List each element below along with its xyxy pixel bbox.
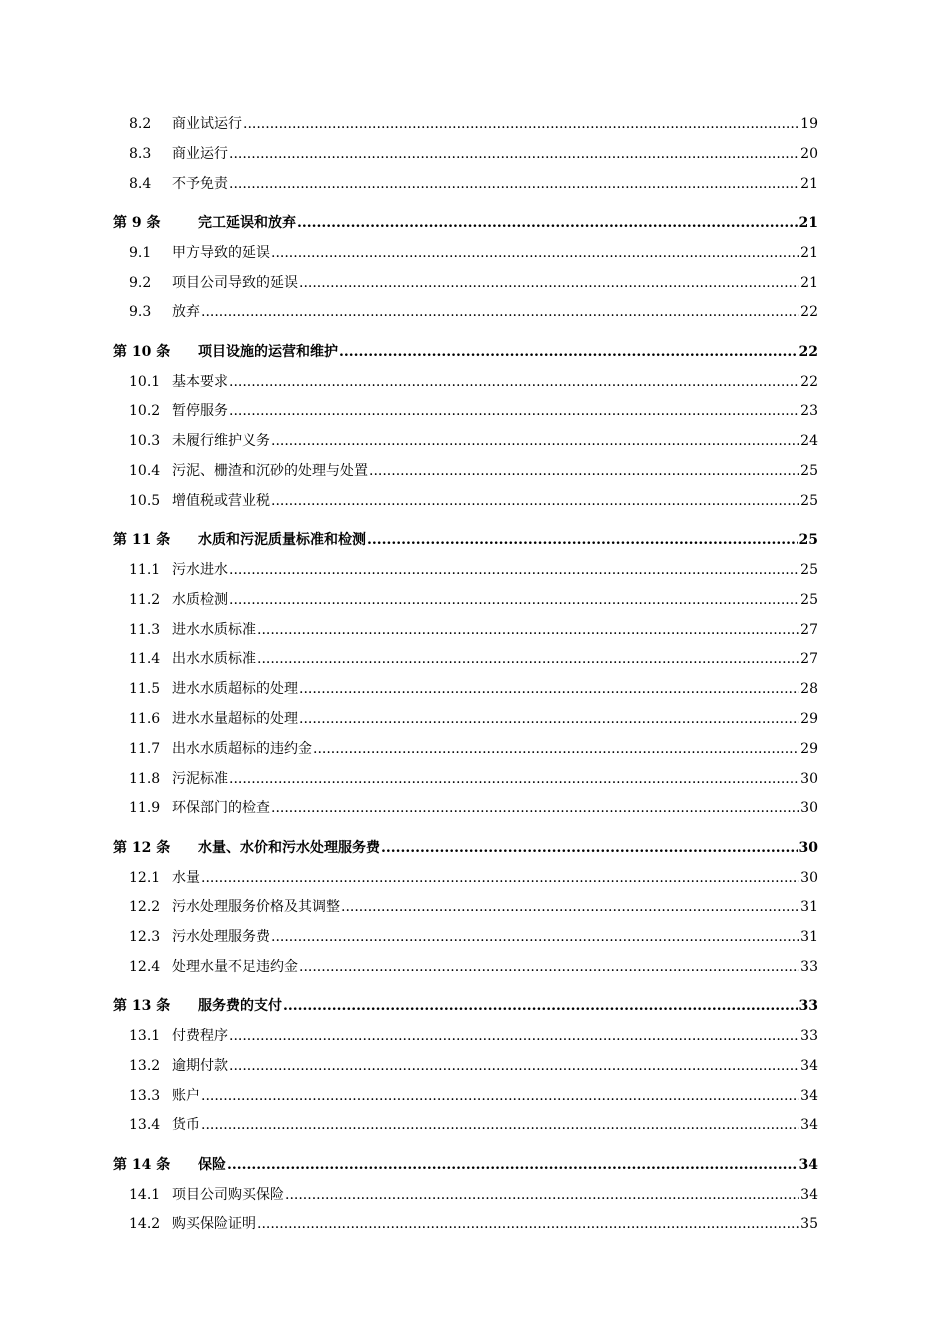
toc-entry-title: 账户	[172, 1087, 200, 1104]
toc-entry-page: 28	[800, 681, 818, 698]
toc-entry-page: 27	[800, 621, 818, 638]
toc-dot-leader	[229, 368, 799, 398]
toc-dot-leader	[299, 953, 799, 983]
toc-dot-leader	[341, 893, 799, 923]
toc-dot-leader	[271, 794, 799, 824]
toc-dot-leader	[369, 457, 799, 487]
toc-section-entry[interactable]	[113, 1082, 818, 1112]
toc-entry-title: 未履行维护义务	[172, 433, 270, 450]
toc-entry-title: 项目设施的运营和维护	[198, 343, 338, 360]
toc-section-entry[interactable]	[113, 368, 818, 398]
toc-entry-number: 10.3	[129, 433, 161, 450]
toc-entry-page: 25	[800, 591, 818, 608]
toc-entry-number: 9.3	[129, 304, 152, 321]
toc-chapter-entry[interactable]	[113, 209, 818, 239]
toc-entry-number: 第 14 条	[113, 1156, 171, 1173]
toc-entry-page: 24	[800, 433, 818, 450]
toc-section-entry[interactable]	[113, 953, 818, 983]
toc-entry-page: 31	[800, 899, 818, 916]
toc-entry-page: 30	[800, 770, 818, 787]
toc-entry-page: 30	[800, 800, 818, 817]
toc-section-entry[interactable]	[113, 765, 818, 795]
toc-entry-title: 水质和污泥质量标准和检测	[198, 532, 366, 549]
toc-entry-page: 21	[800, 175, 818, 192]
toc-section-entry[interactable]	[113, 170, 818, 200]
toc-entry-page: 34	[800, 1186, 818, 1203]
toc-entry-number: 8.2	[129, 116, 152, 132]
toc-dot-leader	[299, 269, 799, 299]
toc-entry-number: 10.2	[129, 403, 161, 420]
toc-entry-page: 33	[798, 998, 818, 1015]
toc-entry-number: 8.4	[129, 175, 152, 192]
toc-dot-leader	[257, 645, 799, 675]
toc-dot-leader	[201, 864, 799, 894]
toc-entry-number: 10.1	[129, 373, 161, 390]
toc-chapter-entry[interactable]	[113, 526, 818, 556]
toc-entry-page: 19	[800, 116, 818, 132]
toc-section-entry[interactable]	[113, 645, 818, 675]
toc-entry-number: 11.5	[129, 681, 161, 698]
toc-entry-title: 不予免责	[172, 175, 228, 192]
toc-entry-page: 25	[800, 492, 818, 509]
toc-dot-leader	[367, 526, 798, 556]
toc-section-entry[interactable]	[113, 1111, 818, 1141]
toc-entry-title: 水量、水价和污水处理服务费	[198, 839, 380, 856]
toc-entry-number: 13.1	[129, 1028, 161, 1045]
toc-dot-leader	[271, 239, 799, 269]
toc-entry-title: 环保部门的检查	[172, 800, 270, 817]
toc-entry-title: 项目公司购买保险	[172, 1186, 284, 1203]
toc-dot-leader	[229, 397, 799, 427]
toc-dot-leader	[339, 338, 798, 368]
toc-entry-title: 污泥、栅渣和沉砂的处理与处置	[172, 462, 368, 479]
toc-dot-leader	[257, 1210, 799, 1240]
toc-entry-page: 27	[800, 651, 818, 668]
toc-entry-title: 商业试运行	[172, 116, 242, 132]
toc-entry-title: 污水进水	[172, 561, 228, 578]
toc-entry-page: 34	[798, 1156, 818, 1173]
toc-section-entry[interactable]	[113, 1210, 818, 1240]
toc-entry-page: 23	[800, 403, 818, 420]
toc-entry-number: 11.9	[129, 800, 161, 817]
toc-entry-page: 25	[800, 462, 818, 479]
toc-entry-title: 进水水量超标的处理	[172, 710, 298, 727]
toc-dot-leader	[271, 487, 799, 517]
toc-dot-leader	[243, 110, 799, 140]
toc-section-entry[interactable]	[113, 298, 818, 328]
toc-chapter-entry[interactable]	[113, 992, 818, 1022]
toc-entry-title: 进水水质超标的处理	[172, 681, 298, 698]
toc-dot-leader	[283, 992, 798, 1022]
toc-dot-leader	[285, 1181, 799, 1211]
toc-entry-page: 31	[800, 929, 818, 946]
toc-entry-number: 11.2	[129, 591, 161, 608]
toc-entry-number: 第 11 条	[113, 532, 171, 549]
table-of-contents	[113, 110, 818, 1240]
toc-entry-title: 完工延误和放弃	[198, 214, 296, 231]
toc-section-entry[interactable]	[113, 923, 818, 953]
toc-entry-number: 8.3	[129, 145, 152, 162]
toc-entry-number: 12.2	[129, 899, 161, 916]
toc-entry-page: 33	[800, 958, 818, 975]
toc-section-entry[interactable]	[113, 864, 818, 894]
toc-chapter-entry[interactable]	[113, 1151, 818, 1181]
toc-entry-number: 11.7	[129, 740, 161, 757]
toc-entry-title: 放弃	[172, 304, 200, 321]
toc-entry-number: 14.1	[129, 1186, 161, 1203]
toc-entry-page: 20	[800, 145, 818, 162]
toc-entry-title: 购买保险证明	[172, 1216, 256, 1233]
toc-entry-page: 34	[800, 1117, 818, 1134]
toc-entry-title: 货币	[172, 1117, 200, 1134]
toc-entry-number: 第 9 条	[113, 214, 161, 231]
toc-dot-leader	[257, 616, 799, 646]
toc-entry-page: 33	[800, 1028, 818, 1045]
toc-entry-number: 11.1	[129, 561, 161, 578]
toc-section-entry[interactable]	[113, 675, 818, 705]
toc-section-entry[interactable]	[113, 705, 818, 735]
toc-section-entry[interactable]	[113, 397, 818, 427]
toc-section-entry[interactable]	[113, 487, 818, 517]
toc-dot-leader	[201, 1111, 799, 1141]
toc-entry-page: 22	[800, 304, 818, 321]
toc-entry-number: 13.2	[129, 1057, 161, 1074]
toc-entry-title: 基本要求	[172, 373, 228, 390]
toc-section-entry[interactable]	[113, 556, 818, 586]
toc-entry-title: 进水水质标准	[172, 621, 256, 638]
toc-dot-leader	[229, 556, 799, 586]
toc-entry-title: 增值税或营业税	[172, 492, 270, 509]
toc-entry-title: 污泥标准	[172, 770, 228, 787]
toc-entry-number: 13.3	[129, 1087, 161, 1104]
toc-entry-number: 13.4	[129, 1117, 161, 1134]
toc-entry-page: 34	[800, 1057, 818, 1074]
toc-chapter-entry[interactable]	[113, 834, 818, 864]
toc-dot-leader	[299, 705, 799, 735]
toc-dot-leader	[201, 298, 799, 328]
toc-entry-title: 保险	[198, 1156, 226, 1173]
toc-entry-number: 10.5	[129, 492, 161, 509]
toc-section-entry[interactable]	[113, 110, 818, 140]
toc-entry-title: 出水水质超标的违约金	[172, 740, 312, 757]
toc-entry-number: 12.1	[129, 869, 161, 886]
toc-chapter-entry[interactable]	[113, 338, 818, 368]
toc-dot-leader	[227, 1151, 798, 1181]
toc-entry-title: 处理水量不足违约金	[172, 958, 298, 975]
toc-section-entry[interactable]	[113, 427, 818, 457]
toc-entry-page: 29	[800, 740, 818, 757]
toc-entry-title: 商业运行	[172, 145, 228, 162]
toc-entry-title: 出水水质标准	[172, 651, 256, 668]
toc-section-entry[interactable]	[113, 616, 818, 646]
toc-section-entry[interactable]	[113, 239, 818, 269]
toc-dot-leader	[271, 427, 799, 457]
toc-entry-page: 30	[798, 839, 818, 856]
toc-entry-page: 25	[798, 532, 818, 549]
toc-dot-leader	[229, 1052, 799, 1082]
toc-entry-number: 11.4	[129, 651, 161, 668]
toc-entry-number: 11.8	[129, 770, 161, 787]
toc-dot-leader	[229, 1022, 799, 1052]
toc-entry-number: 10.4	[129, 462, 161, 479]
toc-entry-title: 污水处理服务价格及其调整	[172, 899, 340, 916]
toc-entry-number: 12.3	[129, 929, 161, 946]
toc-entry-page: 25	[800, 561, 818, 578]
toc-entry-number: 11.6	[129, 710, 161, 727]
toc-entry-number: 第 10 条	[113, 343, 171, 360]
toc-entry-page: 21	[800, 274, 818, 291]
toc-entry-title: 甲方导致的延误	[172, 244, 270, 261]
toc-entry-number: 第 13 条	[113, 998, 171, 1015]
toc-entry-page: 21	[798, 214, 818, 231]
toc-entry-title: 付费程序	[172, 1028, 228, 1045]
toc-section-entry[interactable]	[113, 1052, 818, 1082]
toc-entry-page: 22	[800, 373, 818, 390]
toc-entry-page: 30	[800, 869, 818, 886]
toc-entry-title: 暂停服务	[172, 403, 228, 420]
toc-dot-leader	[381, 834, 798, 864]
toc-entry-page: 21	[800, 244, 818, 261]
toc-dot-leader	[229, 170, 799, 200]
toc-entry-title: 水量	[172, 869, 200, 886]
toc-dot-leader	[313, 735, 799, 765]
toc-section-entry[interactable]	[113, 140, 818, 170]
toc-dot-leader	[229, 586, 799, 616]
toc-entry-page: 22	[798, 343, 818, 360]
toc-entry-title: 逾期付款	[172, 1057, 228, 1074]
toc-dot-leader	[229, 140, 799, 170]
toc-section-entry[interactable]	[113, 893, 818, 923]
toc-entry-title: 污水处理服务费	[172, 929, 270, 946]
toc-entry-page: 29	[800, 710, 818, 727]
toc-entry-title: 服务费的支付	[198, 998, 282, 1015]
toc-section-entry[interactable]	[113, 794, 818, 824]
toc-entry-number: 第 12 条	[113, 839, 171, 856]
toc-section-entry[interactable]	[113, 735, 818, 765]
toc-entry-title: 项目公司导致的延误	[172, 274, 298, 291]
toc-entry-number: 11.3	[129, 621, 161, 638]
toc-entry-title: 水质检测	[172, 591, 228, 608]
toc-entry-number: 12.4	[129, 958, 161, 975]
toc-entry-number: 9.1	[129, 244, 152, 261]
toc-dot-leader	[229, 765, 799, 795]
toc-entry-page: 34	[800, 1087, 818, 1104]
toc-entry-number: 14.2	[129, 1216, 161, 1233]
toc-dot-leader	[271, 923, 799, 953]
toc-section-entry[interactable]	[113, 1022, 818, 1052]
toc-section-entry[interactable]	[113, 457, 818, 487]
toc-dot-leader	[201, 1082, 799, 1112]
toc-dot-leader	[299, 675, 799, 705]
toc-dot-leader	[297, 209, 798, 239]
toc-section-entry[interactable]	[113, 586, 818, 616]
toc-entry-number: 9.2	[129, 274, 152, 291]
toc-entry-page: 35	[800, 1216, 818, 1233]
toc-section-entry[interactable]	[113, 1181, 818, 1211]
toc-section-entry[interactable]	[113, 269, 818, 299]
